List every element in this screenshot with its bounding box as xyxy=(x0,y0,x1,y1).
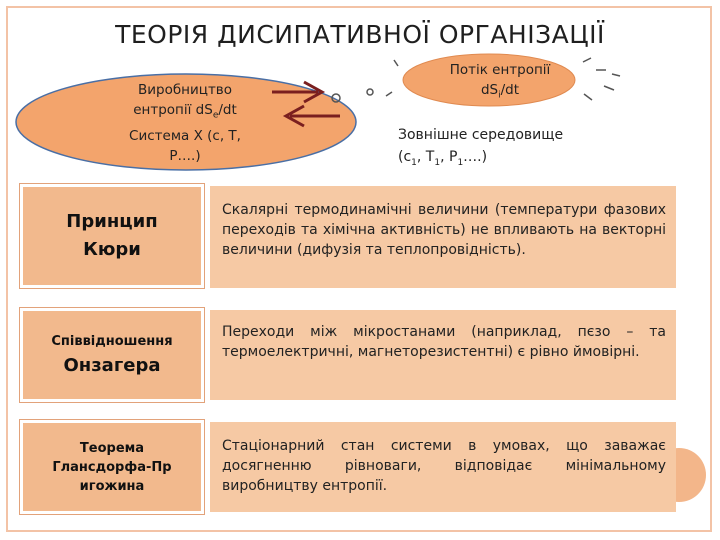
slide-title: ТЕОРІЯ ДИСИПАТИВНОЇ ОРГАНІЗАЦІЇ xyxy=(115,20,605,49)
glansdorff-prigogine-label xyxy=(20,420,204,514)
cloud-line-2: $dS_i/dt$ xyxy=(480,82,520,101)
onsager-relation-label xyxy=(20,308,204,402)
label-line-2: Гланcдорфа-Пр xyxy=(52,459,172,475)
environment-line-1: Зовнішне середовище xyxy=(398,127,564,143)
label-line-2: Кюри xyxy=(83,239,141,260)
label-line-3: игожина xyxy=(79,478,145,494)
environment-text xyxy=(398,124,658,174)
label-line-1: Принцип xyxy=(66,211,158,232)
label-line-2: Онзагера xyxy=(63,355,161,376)
curie-principle-label xyxy=(20,184,204,288)
system-oval-text xyxy=(100,80,270,166)
oval-line-1: Виробництво xyxy=(137,82,233,98)
cloud-line-1: Потік ентропії xyxy=(449,62,551,78)
connector-dot xyxy=(367,89,373,95)
environment-line-2: ($с_1$, $Т_1$, $Р_1\dots$.) xyxy=(398,149,488,168)
glansdorff-prigogine-description: Стаціонарний стан системи в умовах, що заважає досягненню рівноваги, відповідає мінімальному виробництву ентропії. xyxy=(210,422,676,512)
label-line-1: Теорема xyxy=(79,440,145,456)
oval-line-4: Р….) xyxy=(169,147,201,164)
entropy-cloud-text xyxy=(420,60,580,106)
curie-principle-description: Скалярні термодинамічні величини (температури фазових переходів та хімічна активність) не впливають на векторні величини (дифузія та теплопровідність). xyxy=(210,186,676,288)
onsager-relation-description: Переходи між мікростанами (наприклад, пєзо – та термоелектричні, магнеторезистентні) є рівно ймовірні. xyxy=(210,310,676,400)
oval-line-3: Система Х (с, Т, xyxy=(129,127,241,144)
oval-line-2: ентропії $dS_e/dt$ xyxy=(133,102,237,121)
label-line-1: Співвідношення xyxy=(51,334,173,349)
